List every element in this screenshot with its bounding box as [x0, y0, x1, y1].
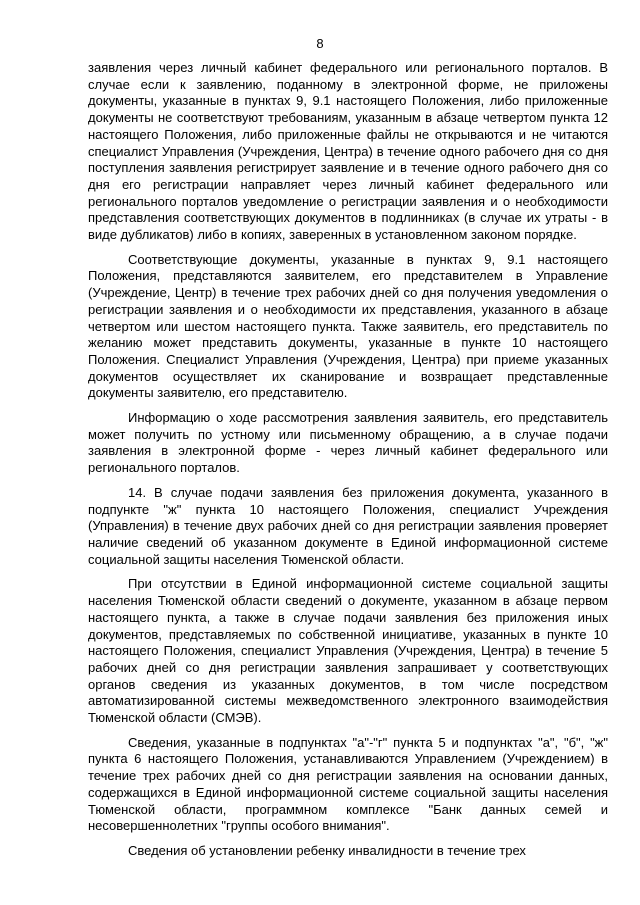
paragraph-documents-submission: Соответствующие документы, указанные в пунктах 9, 9.1 настоящего Положения, представляются заявителем, его представителем в Управление (Учреждение, Центр) в течение трех рабочих дней со дня получения уведомления о регистрации заявления и о необходимости их представления, указанного в абзаце четвертом или шестом настоящего пункта. Также заявитель, его представитель по желанию может представить документы, указанные в пункте 10 настоящего Положения. Специалист Управления (Учреждения, Центра) при приеме указанных документов осуществляет их сканирование и возвращает представленные документы заявителю, его представителю.: [88, 251, 608, 401]
paragraph-continuation: заявления через личный кабинет федерального или регионального порталов. В случае если к заявлению, поданному в электронной форме, не приложены документы, указанные в пунктах 9, 9.1 настоящего Положения, либо приложенные документы не соответствуют требованиям, указанным в абзаце четвертом пункта 12 настоящего Положения, либо приложенные файлы не открываются и не читаются специалист Управления (Учреждения, Центра) в течение одного рабочего дня со дня поступления заявления регистрирует заявление и в течение одного рабочего дня со дня его регистрации направляет через личный кабинет федерального или регионального порталов уведомление о регистрации заявления и о необходимости представления соответствующих документов в подлинниках (в случае их утраты - в виде дубликатов) либо в копиях, заверенных в установленном законом порядке.: [88, 60, 608, 243]
document-body: [88, 60, 608, 868]
paragraph-disability-information: Сведения об установлении ребенку инвалидности в течение трех: [128, 842, 526, 858]
paragraph-status-information: Информацию о ходе рассмотрения заявления заявитель, его представитель может получить по устному или письменному обращению, а в случае подачи заявления в электронной форме - через личный кабинет федерального или регионального порталов.: [88, 410, 608, 476]
page-number: 8: [316, 36, 324, 51]
paragraph-item-14: 14. В случае подачи заявления без приложения документа, указанного в подпункте "ж" пункта 10 настоящего Положения, специалист Учреждения (Управления) в течение двух рабочих дней со дня регистрации заявления проверяет наличие сведений об указанном документе в Единой информационной системе социальной защиты населения Тюменской области.: [88, 484, 608, 567]
paragraph-data-establishment: Сведения, указанные в подпунктах "а"-"г" пункта 5 и подпунктах "а", "б", "ж" пункта 6 настоящего Положения, устанавливаются Управлением (Учреждением) в течение трех рабочих дней со дня регистрации заявления на основании данных, содержащихся в Единой информационной системе социальной защиты населения Тюменской области, программном комплексе "Банк данных семей и несовершеннолетних "группы особого внимания".: [88, 734, 608, 834]
paragraph-missing-information: При отсутствии в Единой информационной системе социальной защиты населения Тюменской области сведений о документе, указанном в абзаце первом настоящего пункта, а также в случае подачи заявления без приложения иных документов, представляемых по собственной инициативе, указанных в пункте 10 настоящего Положения, специалист Управления (Учреждения, Центра) в течение 5 рабочих дней со дня регистрации заявления запрашивает у соответствующих органов сведения из указанных документов, в том числе посредством автоматизированной системы межведомственного электронного взаимодействия Тюменской области (СМЭВ).: [88, 576, 608, 726]
